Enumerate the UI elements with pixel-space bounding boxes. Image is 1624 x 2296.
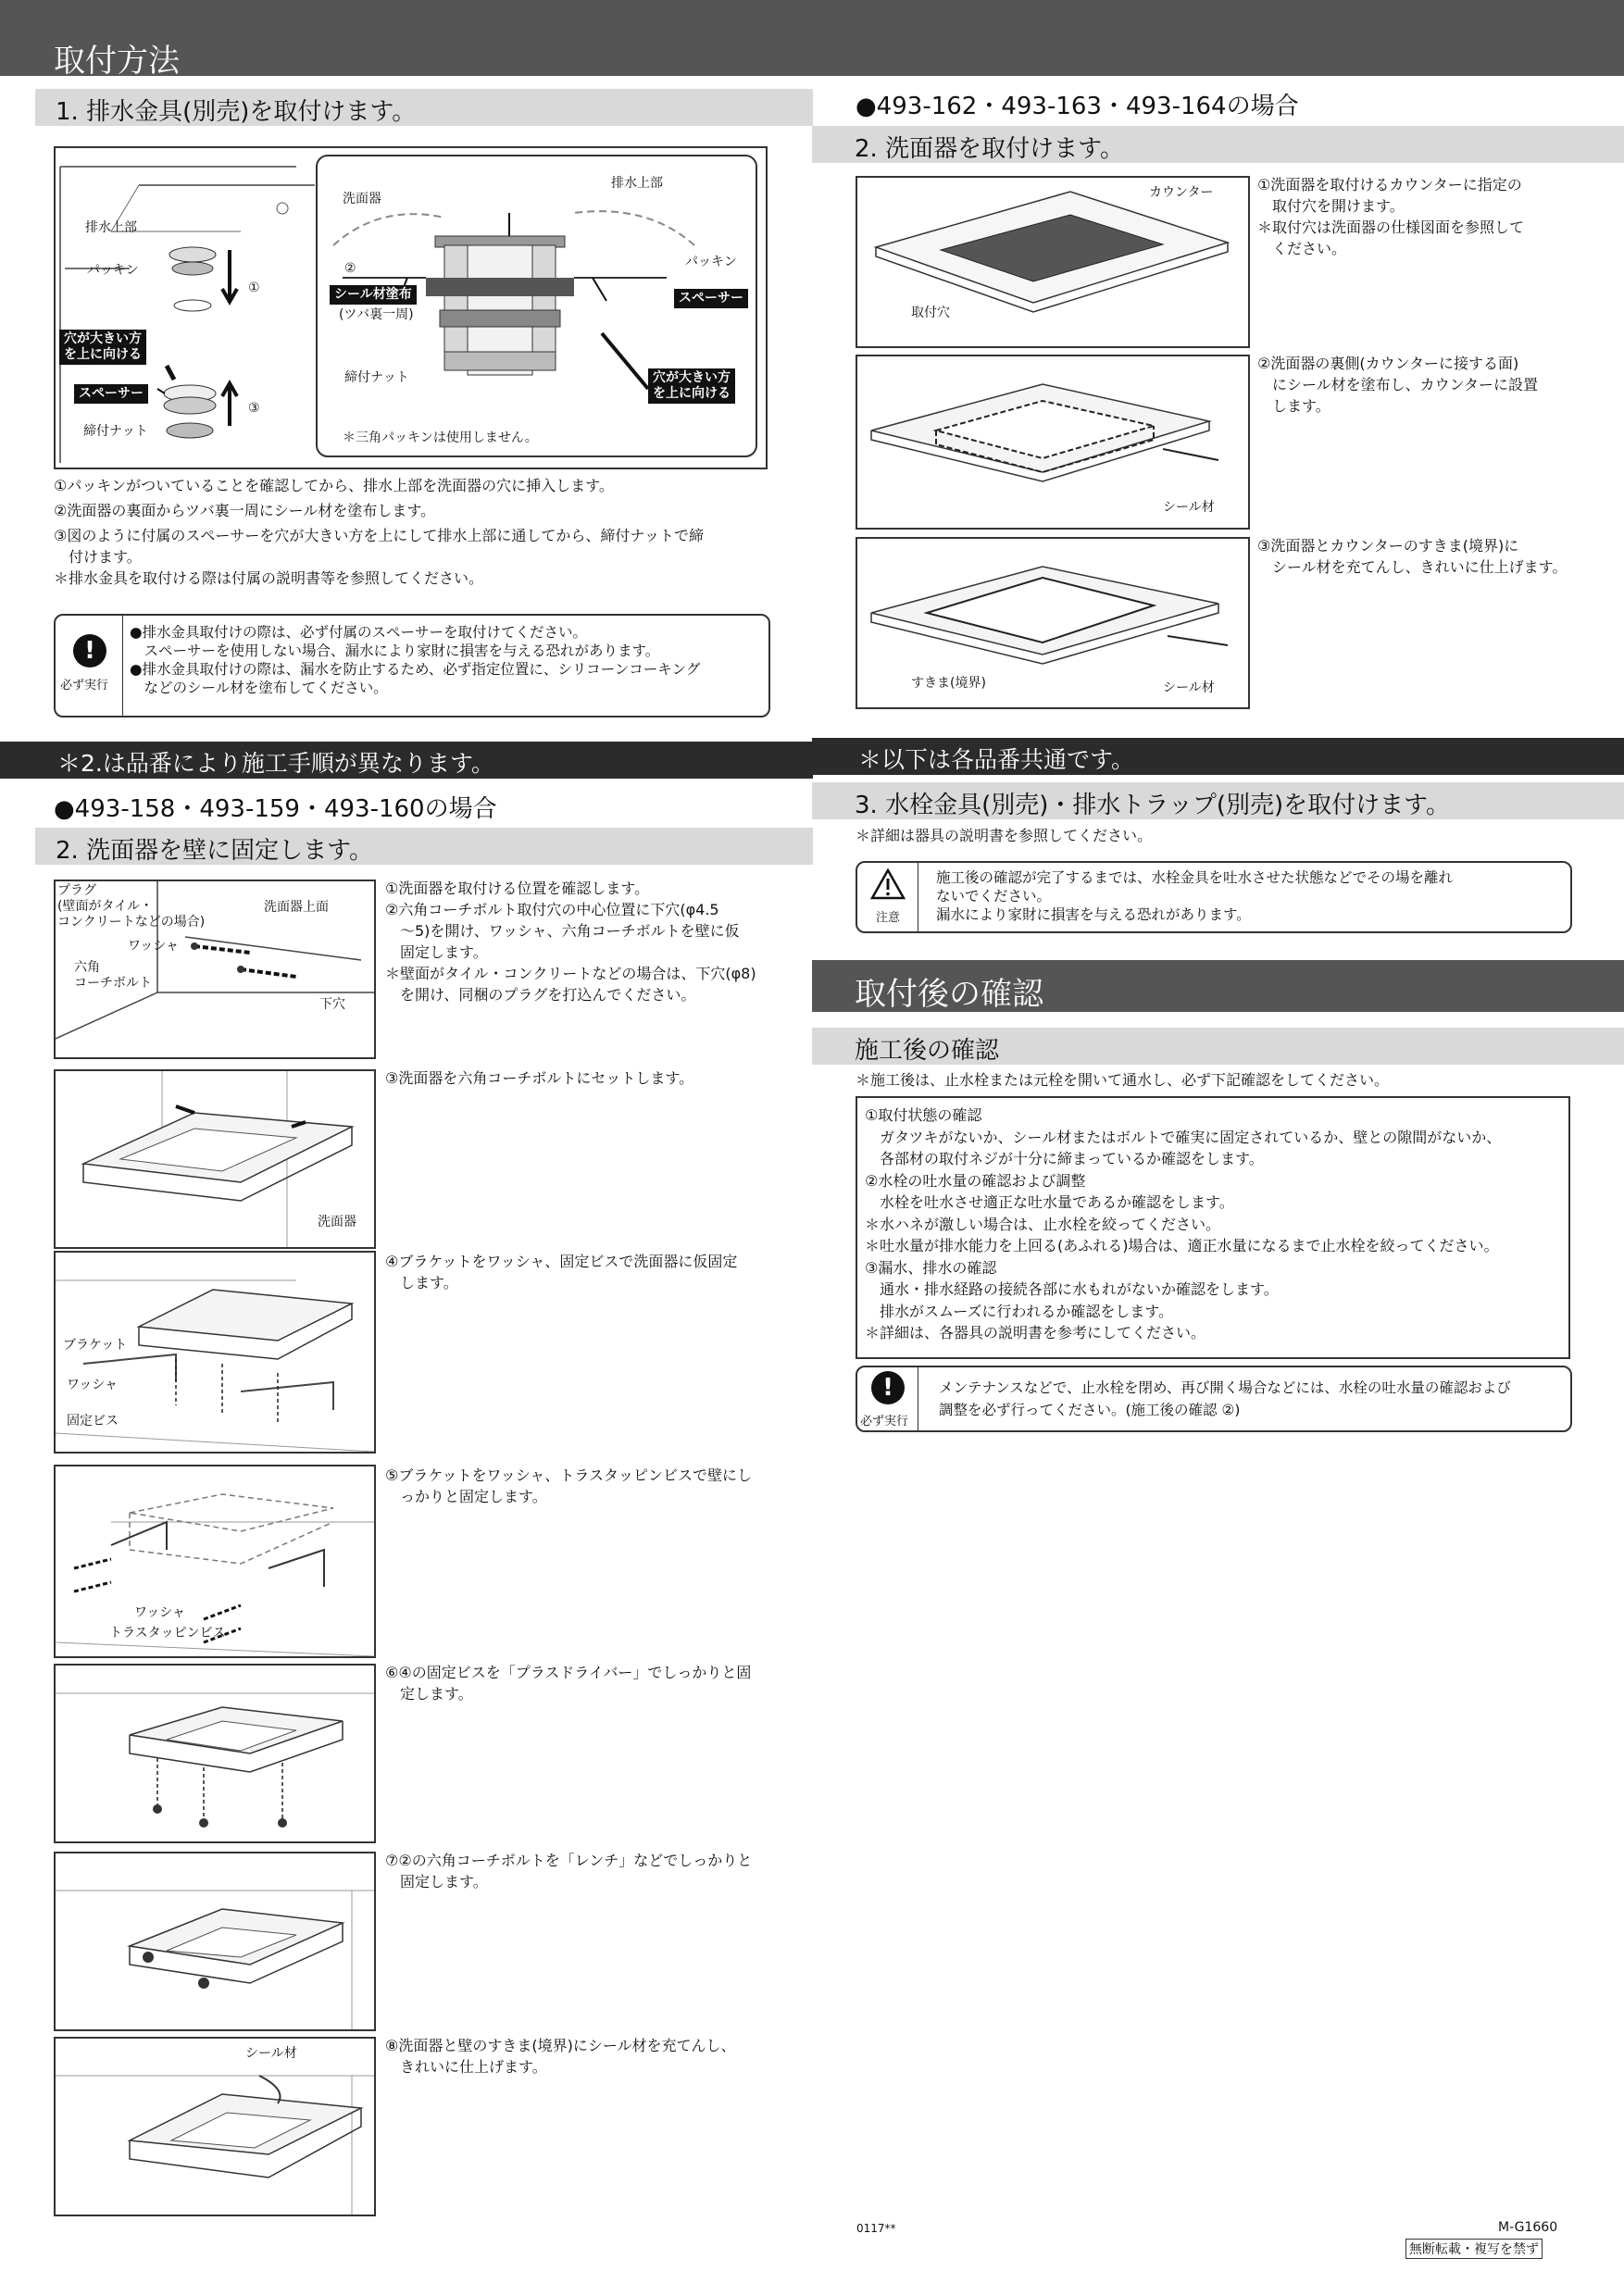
label-fixing-screw: 固定ビス (67, 1414, 119, 1429)
label-triangle-note: ＊三角パッキンは使用しません。 (343, 430, 538, 445)
must-icon-label: 必ず実行 (60, 679, 109, 693)
left-models: ●493-158・493-159・493-160の場合 (54, 795, 497, 823)
after-checks: ①取付状態の確認 ガタツキがないか、シール材またはボルトで確実に固定されているか、壁との隙間がないか、 各部材の取付ネジが十分に締まっているか確認をします。 ②水栓の吐水量の確認および調整 水栓を吐水させ適正な吐水量であるか確認をします。 ＊水ハネが激しい場合は、止水栓を絞ってください。 ＊吐水量が排水能力を上回る(あふれる)場合は、適正水量になるまで止水栓を絞ってください。 ③漏水、排水の確認 通水・排水経路の接続各部に水もれがないか確認をします。 排水がスムーズに行われるか確認をします。 ＊詳細は、各器具の説明書を参考にしてください。 (865, 1106, 1502, 1341)
section1-step-1: ①パッキンがついていることを確認してから、排水上部を洗面器の穴に挿入します。 (54, 477, 614, 494)
after-title: 取付後の確認 (855, 976, 1043, 1013)
page-header-bar (0, 0, 1624, 80)
caution-text: 施工後の確認が完了するまでは、水栓金具を吐水させた状態などでその場を離れ ないでください。 漏水により家財に損害を与える恐れがあります。 (936, 869, 1454, 923)
right2-heading: 2. 洗面器を取付けます。 (855, 135, 1124, 163)
left2-step-5: ⑤ブラケットをワッシャ、トラスタッピンビスで壁にし っかりと固定します。 (385, 1466, 752, 1505)
wall-fix-figure-1 (54, 880, 376, 1059)
wall-fix-figure-3 (54, 1251, 376, 1454)
label-basin-2: 洗面器 (318, 1215, 356, 1229)
left2-heading-bar (35, 828, 813, 865)
must-icon-2: ! (871, 1371, 905, 1404)
label-counter: カウンター (1149, 185, 1214, 200)
must-icon-cell (57, 616, 123, 716)
procedure-notice-bar (0, 742, 813, 779)
label-sealant-right-2: シール材 (1163, 500, 1215, 515)
section1-heading: 1. 排水金具(別売)を取付けます。 (56, 98, 417, 126)
right2-step-1: ①洗面器を取付けるカウンターに指定の 取付穴を開けます。 ＊取付穴は洗面器の仕様図面を参照して ください。 (1257, 176, 1525, 257)
after-must-icon-cell (857, 1367, 918, 1430)
common-notice-bar (812, 738, 1624, 775)
common-notice: ＊以下は各品番共通です。 (858, 746, 1135, 773)
wall-fix-figure-4 (54, 1465, 376, 1658)
label-num2: ② (344, 261, 356, 276)
must-icon: ! (73, 634, 106, 668)
label-packing: パッキン (87, 263, 139, 278)
after-heading: 施工後の確認 (855, 1037, 1000, 1065)
label-pilot-hole: 下穴 (319, 997, 345, 1012)
section1-step-note: ＊排水金具を取付ける際は付属の説明書等を参照してください。 (54, 569, 484, 587)
section3-heading: 3. 水栓金具(別売)・排水トラップ(別売)を取付けます。 (855, 792, 1451, 819)
label-tapping-screw: トラスタッピンビス (109, 1626, 226, 1641)
label-basin: 洗面器 (343, 192, 381, 206)
right2-step-3: ③洗面器とカウンターのすきま(境界)に シール材を充てんし、きれいに仕上げます。 (1257, 537, 1568, 576)
counter-figure-3 (856, 537, 1250, 709)
caution-icon-cell (857, 863, 918, 931)
label-hole-up-right: 穴が大きい方 を上に向ける (648, 368, 735, 404)
after-heading-bar (812, 1028, 1624, 1065)
section3-note: ＊詳細は器具の説明書を参照してください。 (856, 827, 1153, 844)
label-seal: シール材塗布 (330, 285, 417, 305)
left2-step-7: ⑦②の六角コーチボルトを「レンチ」などでしっかりと 固定します。 (385, 1852, 753, 1890)
wall-fix-figure-5 (54, 1664, 376, 1843)
after-must-icon-label: 必ず実行 (860, 1415, 909, 1429)
drain-install-figure (54, 146, 768, 469)
left2-step-3: ③洗面器を六角コーチボルトにセットします。 (385, 1069, 694, 1087)
left2-step-6: ⑥④の固定ビスを「プラスドライバー」でしっかりと固 定します。 (385, 1664, 752, 1703)
after-must-text: メンテナンスなどで、止水栓を閉め、再び開く場合などには、水栓の吐水量の確認および 調整を必ず行ってください。(施工後の確認 ②) (939, 1379, 1511, 1418)
label-washer-3: ワッシャ (67, 1378, 119, 1392)
after-title-bar (812, 960, 1624, 1012)
label-washer: ワッシャ (128, 939, 180, 954)
footer-code: 0117** (856, 2222, 896, 2235)
caution-box (856, 861, 1572, 933)
caution-icon-label: 注意 (876, 911, 901, 925)
footer-doc-id: M-G1660 (1498, 2220, 1558, 2235)
label-hole-up: 穴が大きい方 を上に向ける (59, 330, 146, 365)
left2-heading: 2. 洗面器を壁に固定します。 (56, 837, 373, 865)
wall-fix-figure-7 (54, 2037, 376, 2216)
section1-must-box (54, 614, 770, 718)
wall-fix-figure-2 (54, 1069, 376, 1249)
label-nut-right: 締付ナット (344, 370, 409, 385)
left2-step-4: ④ブラケットをワッシャ、固定ビスで洗面器に仮固定 します。 (385, 1253, 738, 1292)
label-mount-hole: 取付穴 (911, 306, 950, 320)
label-drain-top-right: 排水上部 (611, 176, 663, 191)
counter-figure-2 (856, 355, 1250, 530)
label-sealant-7: シール材 (245, 2046, 297, 2061)
label-gap: すきま(境界) (911, 676, 986, 691)
label-spacer: スペーサー (74, 384, 148, 404)
label-num1: ① (248, 281, 260, 295)
section3-heading-bar (812, 782, 1624, 819)
left2-step-1-2: ①洗面器を取付ける位置を確認します。 ②六角コーチボルト取付穴の中心位置に下穴(φ4.5 ～5)を開け、ワッシャ、六角コーチボルトを壁に仮 固定します。 ＊壁面がタイル・コンクリートなどの場合は、下穴(φ8) を開け、同梱のプラグを打込んでください。 (385, 880, 756, 1004)
procedure-notice: ＊2.は品番により施工手順が異なります。 (57, 750, 494, 777)
label-packing-right: パッキン (685, 255, 737, 269)
label-num3: ③ (248, 401, 260, 416)
counter-figure-1 (856, 176, 1250, 348)
label-basin-top: 洗面器上面 (264, 900, 329, 915)
warning-triangle-icon (870, 868, 906, 900)
section1-heading-bar (35, 89, 813, 126)
section1-step-2: ②洗面器の裏面からツバ裏一周にシール材を塗布します。 (54, 502, 436, 519)
right2-heading-bar (812, 126, 1624, 163)
after-note: ＊施工後は、止水栓または元栓を開いて通水し、必ず下記確認をしてください。 (856, 1071, 1390, 1089)
label-spacer-right: スペーサー (674, 289, 748, 308)
label-bracket: ブラケット (63, 1338, 128, 1353)
label-drain-top: 排水上部 (85, 220, 137, 235)
after-must-box (856, 1366, 1572, 1432)
right-models: ●493-162・493-163・493-164の場合 (856, 93, 1299, 120)
label-seal-sub: (ツバ裏一周) (339, 307, 414, 322)
page-title: 取付方法 (54, 43, 180, 80)
label-plug: プラグ (壁面がタイル・ コンクリートなどの場合) (57, 883, 206, 930)
section1-step-3: ③図のように付属のスペーサーを穴が大きい方を上にして排水上部に通してから、締付ナットで締 付けます。 (54, 527, 705, 566)
after-checks-box (856, 1096, 1570, 1359)
label-sealant-right-3: シール材 (1163, 680, 1215, 695)
footer-notice: 無断転載・複写を禁ず (1405, 2239, 1543, 2259)
right2-step-2: ②洗面器の裏側(カウンターに接する面) にシール材を塗布し、カウンターに設置 します。 (1257, 355, 1539, 415)
label-nut: 締付ナット (83, 424, 148, 439)
label-washer-4: ワッシャ (134, 1605, 186, 1620)
must-text: ●排水金具取付けの際は、必ず付属のスペーサーを取付けてください。 スペーサーを使用しない場合、漏水により家財に損害を与える恐れがあります。 ●排水金具取付けの際は、漏水を防止するため、必ず指定位置に、シリコーンコーキング などのシール材を塗布してください。 (130, 624, 701, 696)
wall-fix-figure-6 (54, 1852, 376, 2031)
left2-step-8: ⑧洗面器と壁のすきま(境界)にシール材を充てんし、 きれいに仕上げます。 (385, 2037, 736, 2076)
label-hexbolt: 六角 コーチボルト (74, 960, 152, 991)
